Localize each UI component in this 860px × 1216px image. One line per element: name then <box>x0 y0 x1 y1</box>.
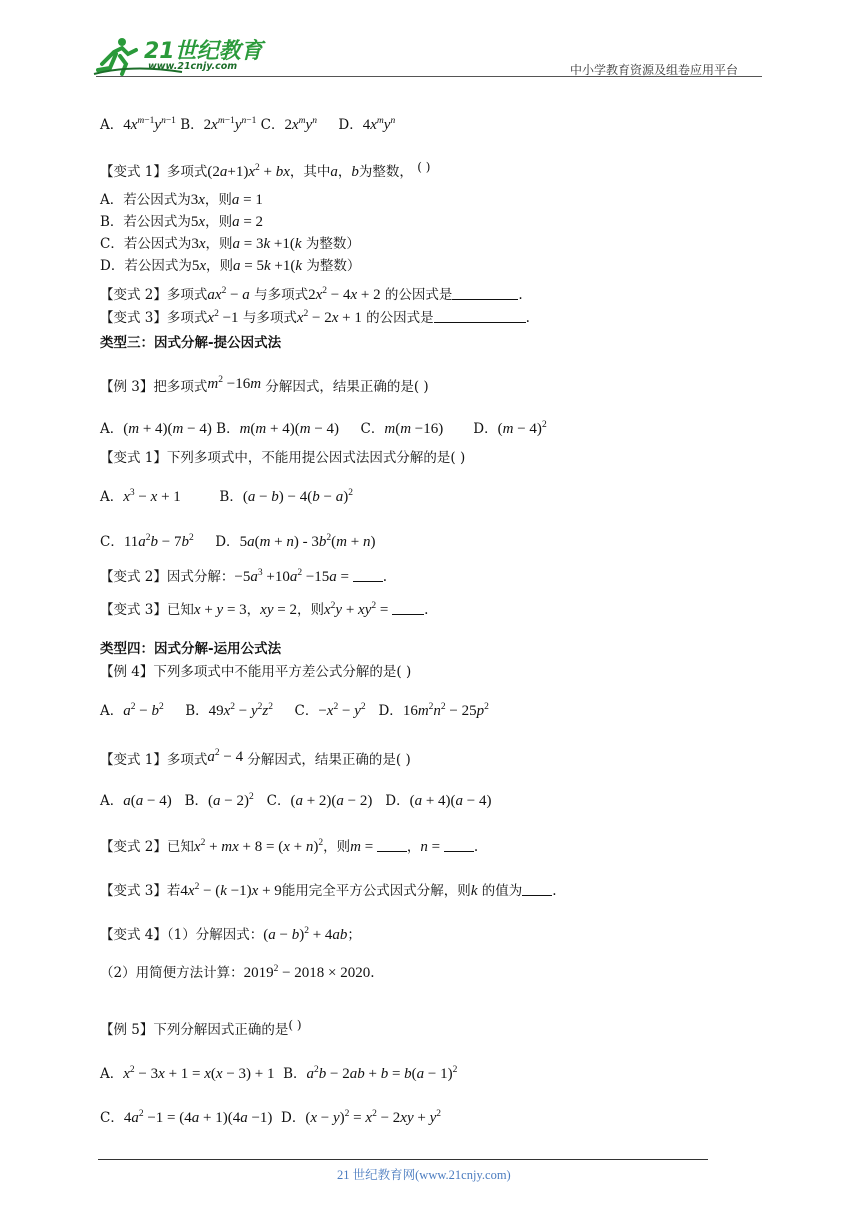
prev-question-options: A．$4x^{m-1}y^{n-1}$ B．$2x^{m-1}y^{n-1}$ C．$2x^my^n$ D．$4x^my^n$ <box>100 116 396 133</box>
variant1-option-b[interactable]: B．若公因式为5x，则a = 2 <box>100 214 264 230</box>
type4-variant1-options[interactable]: A．a(a − 4) B．$(a - 2)^2$ C．(a + 2)(a − 2) D．(a + 4)(a − 4) <box>100 792 492 809</box>
type4-variant4-part2: （2）用简便方法计算：$2019^2 - 2018 \times 2020$. <box>100 964 375 981</box>
variant3-question: 【变式 3】多项式$x^2 -1$ 与多项式$x^2 - 2x + 1$ 的公因式是 . <box>100 309 530 326</box>
variant1-option-a[interactable]: A．若公因式为3x，则a = 1 <box>100 192 263 208</box>
footer-link[interactable]: 21 世纪教育网(www.21cnjy.com) <box>337 1168 511 1182</box>
section-title-type3: 类型三：因式分解-提公因式法 <box>100 335 282 351</box>
type4-variant4-part1: 【变式 4】（1）分解因式：$(a - b)^2 + 4ab$； <box>100 926 361 943</box>
type3-variant1-options-cd[interactable]: C．$11a^2b - 7b^2$ D．$5a(m + n) - 3b^2(m + n)$ <box>100 533 376 550</box>
example5-question: 【例 5】下列分解因式正确的是( ) <box>100 1018 302 1038</box>
example4-options[interactable]: A．$a^2 - b^2$ B．$49x^2 - y^2z^2$ C．$-x^2 - y^2$ D．$16m^2n^2 - 25p^2$ <box>100 702 489 719</box>
section-title-type4: 类型四：因式分解-运用公式法 <box>100 641 282 657</box>
variant1-option-c[interactable]: C．若公因式为3x，则a = 3k +1(k 为整数） <box>100 236 360 252</box>
type4-variant3-question: 【变式 3】若$4x^2 - (k -1)x + 9$能用完全平方公式因式分解，则k 的值为 . <box>100 882 557 899</box>
variant2-question: 【变式 2】多项式$ax^2 - a$ 与多项式$2x^2 - 4x + 2$ 的公因式是 . <box>100 286 523 303</box>
type4-variant2-question: 【变式 2】已知$x^2$ + mx + $8 = (x + n)^2$，则m = ，n = . <box>100 838 479 855</box>
type3-variant1-question: 【变式 1】下列多项式中，不能用提公因式法因式分解的是( ) <box>100 450 466 466</box>
example5-options-cd[interactable]: C．$4a^2 -1 = (4a + 1)(4a -1)$ D．$(x - y)^2 = x^2 - 2xy + y^2$ <box>100 1109 441 1126</box>
example5-options-ab[interactable]: A．$x^2 - 3x + 1 = x(x - 3) + 1$ B．$a^2b - 2ab + b = b(a - 1)^2$ <box>100 1065 458 1082</box>
variant1-question: 【变式 1】多项式$(2a+1)x^2$ + bx，其中a，b为整数， ( ) <box>100 160 431 180</box>
site-logo[interactable] <box>92 34 267 78</box>
header-divider <box>96 76 762 77</box>
type3-variant1-options-ab[interactable]: A．$x^3 - x + 1$ B．$(a - b) - 4(b - a)^2$ <box>100 488 353 505</box>
example3-options[interactable]: A．(m + 4)(m − 4) B．m(m + 4)(m − 4) C．m(m −16) D．$(m - 4)^2$ <box>100 420 547 437</box>
variant1-option-d[interactable]: D．若公因式为5x，则a = 5k +1(k 为整数） <box>100 258 361 274</box>
logo-text: 21世纪教育 <box>144 39 263 64</box>
footer-divider <box>98 1159 708 1160</box>
example4-question: 【例 4】下列多项式中不能用平方差公式分解的是( ) <box>100 664 412 680</box>
type3-variant2-question: 【变式 2】因式分解：$-5a^3 +10a^2 -15a$ = . <box>100 568 388 585</box>
logo-url: www.21cnjy.com <box>148 61 238 72</box>
type4-variant1-question: 【变式 1】多项式$a^2 - 4$ 分解因式，结果正确的是( ) <box>100 748 411 768</box>
example3-question: 【例 3】把多项式$m^2 -16m$ 分解因式，结果正确的是( ) <box>100 375 429 395</box>
site-name: 中小学教育资源及组卷应用平台 <box>570 63 739 77</box>
type3-variant3-question: 【变式 3】已知x + y = 3，xy = 2，则$x^2y + xy^2$ = . <box>100 601 429 618</box>
